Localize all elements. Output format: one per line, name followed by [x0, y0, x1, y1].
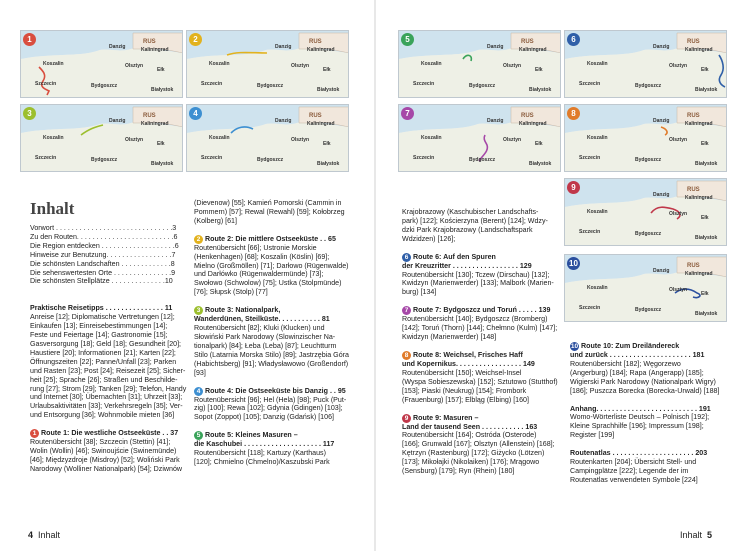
route-5-heading: [194, 431, 354, 440]
route-number-badge: 8: [402, 351, 411, 360]
map-label-bialystok: Białystok: [695, 311, 718, 317]
map-label-koszalin: Koszalin: [587, 135, 608, 141]
footer-label-right: Inhalt: [680, 530, 703, 540]
routenatlas-entry: Routenatlas verwendeten Symbole [224]: [570, 475, 698, 484]
footer-label-left: Inhalt: [38, 530, 61, 540]
route-7-heading: [402, 306, 564, 315]
route-number-badge: 9: [567, 181, 580, 194]
map-label-szczecin: Szczecin: [413, 155, 435, 161]
toc-intro-entry: Die schönsten Stellplätze . . . . . . . . . . . . . .10: [30, 277, 173, 286]
route-map-6: [564, 30, 727, 98]
route-number-badge: 10: [567, 257, 580, 270]
tips-entry: Anreise [12]; Diplomatische Vertretungen [12];: [30, 313, 175, 322]
route-1-entry: Pommern) [57]; Rewal (Rewahl) [59]; Kołobrzeg: [194, 207, 345, 216]
route-5-entry: Krajobrazowy (Kaschubischer Landschafts-: [402, 208, 539, 216]
map-label-elk: Ełk: [535, 67, 543, 73]
route-9-heading: [402, 414, 564, 423]
route-2-entry: und Darłówko (Rügenwaldermünde) [73];: [194, 270, 324, 279]
map-label-szczecin: Szczecin: [35, 155, 57, 161]
map-label-szczecin: Szczecin: [201, 155, 223, 161]
route-10-heading: [570, 342, 730, 351]
route-9-entry: (Sensburg) [179]; Ryn (Rhein) [180]: [402, 467, 515, 476]
route-6-heading: [402, 253, 564, 262]
route-2-entry: Swołowo (Schwolow) [75]; Ustka (Stolpmünde): [194, 279, 342, 288]
anhang-heading: Anhang. . . . . . . . . . . . . . . . . . . . . . . . . . 191: [570, 404, 711, 413]
map-label-rus: RUS: [143, 113, 156, 119]
route-2-entry: Mielno (Großmöllen) [71]; Darłowo (Rügenwalde): [194, 261, 349, 270]
map-label-rus: RUS: [521, 113, 534, 119]
route-10-entry: Routenübersicht [182]; Węgorzewo: [570, 359, 681, 368]
map-label-olsztyn: Olsztyn: [669, 211, 688, 217]
map-label-elk: Ełk: [157, 141, 165, 147]
map-label-bialystok: Białystok: [695, 161, 718, 167]
map-label-gdansk: Danzig: [653, 118, 670, 124]
route-5-entry: Wdzidzen) [126];: [402, 234, 456, 243]
route-1-entry: Wolin (Wollin) [46]; Swinoujście (Swinemünde): [30, 447, 177, 456]
map-label-olsztyn: Olsztyn: [503, 63, 522, 69]
map-label-olsztyn: Olsztyn: [291, 137, 310, 143]
map-label-gdansk: Danzig: [109, 118, 126, 124]
route-5-entry: Routenübersicht [118]; Kartuzy (Karthaus): [194, 449, 326, 458]
page-number-left: 4: [28, 530, 34, 540]
route-map-9: [564, 178, 727, 246]
anhang-entry: Womo-Wörterliste Deutsch – Polnisch [192];: [570, 413, 710, 422]
route-map-7: [398, 104, 561, 172]
anhang-entry: Kleine Sprachhilfe [196]; Impressum [198];: [570, 422, 704, 431]
map-label-rus: RUS: [687, 187, 700, 193]
route-number-badge: 6: [402, 253, 411, 262]
route-7-entry: Kwidzyn (Marienwerder) [148]: [402, 333, 497, 342]
map-label-bydgoszcz: Bydgoszcz: [91, 83, 118, 89]
map-label-rus: RUS: [687, 39, 700, 45]
toc-intro-entry: Die Region entdecken . . . . . . . . . . . . . . . . . . .6: [30, 241, 179, 250]
map-label-kaliningrad: Kaliningrad: [685, 195, 713, 201]
map-label-rus: RUS: [687, 263, 700, 269]
route-9-entry: [166]; Grunwald [167]; Olsztyn (Allenstein) [168];: [402, 440, 555, 449]
route-1-entry: [46]; Międzyzdroje (Misdroy) [52]; Woliński Park: [30, 455, 180, 464]
route-2-entry: [76]; Słupsk (Stolp) [77]: [194, 288, 268, 297]
tips-heading: Praktische Reisetipps . . . . . . . . . . . . . . . 11: [30, 304, 173, 313]
map-label-koszalin: Koszalin: [209, 61, 230, 67]
map-label-szczecin: Szczecin: [579, 81, 601, 87]
route-3-heading-cont: Wanderdünen, Steilküste. . . . . . . . . . . 81: [194, 315, 330, 324]
map-label-szczecin: Szczecin: [579, 155, 601, 161]
map-label-szczecin: Szczecin: [35, 81, 57, 87]
map-label-kaliningrad: Kaliningrad: [519, 47, 547, 53]
map-label-bialystok: Białystok: [529, 161, 552, 167]
map-label-koszalin: Koszalin: [421, 135, 442, 141]
route-4-entry: Routenübersicht [96]; Hel (Hela) [98]; Puck (Put-: [194, 395, 347, 404]
map-label-gdansk: Danzig: [653, 268, 670, 274]
route-number-badge: 4: [189, 107, 202, 120]
map-label-bydgoszcz: Bydgoszcz: [635, 157, 662, 163]
route-number-badge: 1: [23, 33, 36, 46]
route-5-entry: dzki Park Krajobrazowy (Landschaftspark: [402, 225, 533, 234]
map-label-rus: RUS: [309, 113, 322, 119]
map-label-bydgoszcz: Bydgoszcz: [635, 83, 662, 89]
map-label-szczecin: Szczecin: [579, 305, 601, 311]
tips-entry: heit [25]; Sprache [26]; Straßen und Beschilde-: [30, 375, 178, 384]
route-4-entry: zig) [100]; Rewa [102]; Gdynia (Gdingen) [103];: [194, 404, 343, 413]
map-label-bialystok: Białystok: [151, 161, 174, 167]
toc-title: Inhalt: [30, 199, 75, 218]
route-number-badge: 5: [401, 33, 414, 46]
route-heading-text: Route 1: Die westliche Ostseeküste . . 37: [41, 429, 179, 438]
map-label-bialystok: Białystok: [695, 235, 718, 241]
route-map-5: [398, 30, 561, 98]
map-label-kaliningrad: Kaliningrad: [307, 121, 335, 127]
route-number-badge: 2: [194, 235, 203, 244]
route-7-entry: Routenübersicht [140]; Bydgoszcz (Bromberg): [402, 315, 548, 324]
map-label-bydgoszcz: Bydgoszcz: [257, 157, 284, 163]
map-label-gdansk: Danzig: [487, 44, 504, 50]
map-label-bialystok: Białystok: [695, 87, 718, 93]
route-heading-text: Route 4: Die Ostseeküste bis Danzig . . 95: [205, 386, 346, 395]
route-number-badge: 7: [401, 107, 414, 120]
routenatlas-entry: Campingplätze [222]; Legende der im: [570, 466, 689, 475]
map-label-kaliningrad: Kaliningrad: [685, 47, 713, 53]
map-label-elk: Ełk: [323, 67, 331, 73]
tips-entry: rung [27]; Strom [29]; Tanken [29]; Telefon, Handy: [30, 384, 187, 393]
route-1-entry: Routenübersicht [38]; Szczecin (Stettin) [41];: [30, 438, 171, 447]
route-number-badge: 7: [402, 306, 411, 315]
route-3-entry: [93]: [194, 368, 206, 377]
map-label-szczecin: Szczecin: [413, 81, 435, 87]
toc-intro-entry: Vorwort . . . . . . . . . . . . . . . . . . . . . . . . . . . . . .3: [30, 224, 177, 232]
tips-entry: und Entsorgung [36]; Wohnmobile mieten [36]: [30, 411, 175, 420]
map-label-kaliningrad: Kaliningrad: [519, 121, 547, 127]
toc-column-2: [194, 199, 354, 467]
route-number-badge: 9: [402, 414, 411, 423]
route-3-entry: Słowiński Park Narodowy (Slowinzischer Na-: [194, 332, 336, 341]
map-label-gdansk: Danzig: [653, 192, 670, 198]
route-heading-text: Route 2: Die mittlere Ostseeküste . . 65: [205, 234, 336, 243]
map-label-bydgoszcz: Bydgoszcz: [635, 307, 662, 313]
map-label-gdansk: Danzig: [487, 118, 504, 124]
route-heading-text: Route 3: Nationalpark,: [205, 306, 281, 315]
footer-left: [28, 530, 60, 540]
tips-entry: Einkaufen [13]; Einreisebestimmungen [14];: [30, 322, 168, 331]
route-map-10: [564, 254, 727, 322]
map-label-elk: Ełk: [701, 291, 709, 297]
route-number-badge: 2: [189, 33, 202, 46]
toc-column-4: [570, 342, 730, 485]
map-label-elk: Ełk: [701, 215, 709, 221]
tips-entry: Haustiere [20]; Informationen [21]; Karten [22];: [30, 348, 176, 357]
map-label-olsztyn: Olsztyn: [503, 137, 522, 143]
footer-right: [680, 530, 712, 540]
map-label-elk: Ełk: [157, 67, 165, 73]
tips-entry: Urlaubsaktivitäten [33]; Verkehrsregeln [35]; Ver-: [30, 402, 183, 411]
map-label-bialystok: Białystok: [151, 87, 174, 93]
route-9-entry: [173]; Mikołajki (Nikolaiken) [176]; Mrągowo: [402, 458, 540, 467]
route-6-entry: burg) [134]: [402, 288, 437, 297]
map-label-bialystok: Białystok: [529, 87, 552, 93]
route-10-heading-cont: und zurück . . . . . . . . . . . . . . . . . . . . . 181: [570, 351, 705, 359]
route-number-badge: 4: [194, 387, 203, 396]
route-8-entry: (Wyspa Sobieszewska) [152]; Sztutowo (Stutthof): [402, 377, 558, 386]
map-label-olsztyn: Olsztyn: [291, 63, 310, 69]
toc-column-3: [402, 199, 564, 476]
route-number-badge: 8: [567, 107, 580, 120]
route-number-badge: 3: [194, 306, 203, 315]
route-heading-text: Route 9: Masuren –: [413, 413, 479, 422]
map-label-rus: RUS: [143, 39, 156, 45]
page-number-right: 5: [707, 530, 713, 540]
route-map-4: [186, 104, 349, 172]
anhang-entry: Register [199]: [570, 431, 615, 440]
map-label-elk: Ełk: [701, 141, 709, 147]
map-label-kaliningrad: Kaliningrad: [685, 271, 713, 277]
route-2-heading: [194, 235, 354, 244]
route-5-entry: park) [122]; Kościerzyna (Berent) [124]; Wdzy-: [402, 216, 548, 225]
map-label-bialystok: Białystok: [317, 87, 340, 93]
route-6-entry: Kwidzyn (Marienwerder) [133]; Malbork (Marien-: [402, 279, 554, 288]
route-map-2: [186, 30, 349, 98]
map-label-olsztyn: Olsztyn: [125, 137, 144, 143]
route-heading-text: Route 8: Weichsel, Frisches Haff: [413, 350, 523, 359]
route-1-entry: Narodowy (Wolliner Nationalpark) [54]; Dziwnów: [30, 464, 183, 473]
map-label-olsztyn: Olsztyn: [669, 137, 688, 143]
route-map-8: [564, 104, 727, 172]
map-label-koszalin: Koszalin: [421, 61, 442, 67]
route-3-entry: (Habichtsberg) [91]; Władysławowo (Großendorf): [194, 359, 349, 368]
map-label-szczecin: Szczecin: [579, 229, 601, 235]
routenatlas-entry: Routenkarten [204]; Übersicht Stell- und: [570, 458, 697, 467]
map-label-rus: RUS: [521, 39, 534, 45]
route-10-entry: (Angerburg) [184]; Rapa (Angerapp) [185];: [570, 368, 704, 377]
route-number-badge: 10: [570, 343, 579, 350]
tips-entry: und Internet [30]; Übernachten [31]; Uhrzeit [33];: [30, 393, 183, 402]
map-label-kaliningrad: Kaliningrad: [141, 121, 169, 127]
route-8-entry: Routenübersicht [150]; Weichsel-Insel: [402, 368, 522, 377]
route-4-heading: [194, 387, 354, 396]
route-5-entry: [120]; Chmielno (Chmelno)/Kaszubski Park: [194, 458, 330, 467]
routenatlas-heading: Routenatlas . . . . . . . . . . . . . . . . . . . . . 203: [570, 449, 708, 458]
tips-entry: und Rasten [23]; Post [24]; Reisezeit [25]; Sicher-: [30, 366, 186, 375]
route-heading-text: Route 5: Kleines Masuren –: [205, 431, 298, 440]
map-label-rus: RUS: [687, 113, 700, 119]
route-3-entry: tionalpark) [84]; Łeba (Leba) [87]; Leuchtturm: [194, 341, 337, 350]
map-label-bydgoszcz: Bydgoszcz: [469, 83, 496, 89]
toc-intro-entry: Die schönsten Landschaften . . . . . . . . . . . . .8: [30, 259, 175, 268]
map-label-gdansk: Danzig: [653, 44, 670, 50]
map-label-kaliningrad: Kaliningrad: [307, 47, 335, 53]
toc-column-1: [30, 224, 187, 474]
route-10-entry: Wigierski Park Narodowy (Nationalpark Wigry): [570, 377, 716, 386]
tips-entry: Öffnungszeiten [22]; Panne/Unfall [23]; Parken: [30, 357, 177, 366]
route-map-1: [20, 30, 183, 98]
toc-intro-entry: Die sehenswertesten Orte . . . . . . . . . . . . . . .9: [30, 268, 176, 277]
map-label-koszalin: Koszalin: [587, 209, 608, 215]
tips-entry: Feste und Feiertage [14]; Gastronomie [15];: [30, 331, 168, 340]
route-2-entry: (Henkenhagen) [68]; Koszalin (Köslin) [69];: [194, 252, 330, 261]
route-map-3: [20, 104, 183, 172]
route-10-entry: [186]; Puszcza Borecka (Borecka-Urwald) [188]: [570, 386, 720, 395]
map-label-gdansk: Danzig: [109, 44, 126, 50]
toc-intro-entry: Zu den Routen. . . . . . . . . . . . . . . . . . . . . . . . .6: [30, 232, 178, 241]
map-label-bydgoszcz: Bydgoszcz: [257, 83, 284, 89]
route-1-entry: (Dievenow) [55]; Kamień Pomorski (Cammin in: [194, 199, 342, 207]
route-number-badge: 5: [194, 431, 203, 440]
route-heading-text: Route 7: Bydgoszcz und Toruń . . . . . 139: [413, 306, 551, 315]
route-3-heading: [194, 306, 354, 315]
map-label-gdansk: Danzig: [275, 44, 292, 50]
route-8-entry: (Frauenburg) [157]; Elbląg (Elbing) [160]: [402, 395, 529, 404]
map-label-kaliningrad: Kaliningrad: [141, 47, 169, 53]
map-label-elk: Ełk: [535, 141, 543, 147]
route-6-entry: Routenübersicht [130]; Tczew (Dirschau) [132];: [402, 270, 550, 279]
map-label-koszalin: Koszalin: [43, 61, 64, 67]
map-label-koszalin: Koszalin: [209, 135, 230, 141]
route-8-heading: [402, 351, 564, 360]
route-6-heading-cont: der Kreuzritter . . . . . . . . . . . . . . . . . 129: [402, 261, 532, 270]
map-label-olsztyn: Olsztyn: [669, 287, 688, 293]
map-label-gdansk: Danzig: [275, 118, 292, 124]
map-label-kaliningrad: Kaliningrad: [685, 121, 713, 127]
map-label-bialystok: Białystok: [317, 161, 340, 167]
route-number-badge: 3: [23, 107, 36, 120]
route-4-entry: Sopot (Zoppot) [105]; Danzig (Gdańsk) [106]: [194, 413, 334, 422]
map-label-bydgoszcz: Bydgoszcz: [635, 231, 662, 237]
route-1-entry: (Kolberg) [61]: [194, 216, 237, 225]
route-1-heading: [30, 429, 180, 438]
route-9-entry: Routenübersicht [164]; Ostróda (Osterode): [402, 431, 537, 440]
route-heading-text: Route 10: Zum Dreiländereck: [581, 342, 680, 350]
route-3-entry: Stilo (Latarnia Morska Stilo) [89]; Jastrzębia Góra: [194, 350, 349, 359]
route-8-entry: [153]; Piaski (Neukrug) [154]; Frombork: [402, 386, 527, 395]
book-spine: [374, 0, 376, 551]
route-9-entry: Kętrzyn (Rastenburg) [172]; Giżycko (Lötzen): [402, 449, 545, 458]
map-label-elk: Ełk: [323, 141, 331, 147]
route-9-heading-cont: Land der tausend Seen . . . . . . . . . . . 163: [402, 422, 538, 431]
map-label-rus: RUS: [309, 39, 322, 45]
route-heading-text: Route 6: Auf den Spuren: [413, 252, 496, 261]
map-label-olsztyn: Olsztyn: [669, 63, 688, 69]
map-label-koszalin: Koszalin: [587, 285, 608, 291]
route-number-badge: 1: [30, 429, 39, 438]
route-8-heading-cont: und Kopernikus. . . . . . . . . . . . . . . . . 149: [402, 359, 535, 368]
map-label-bydgoszcz: Bydgoszcz: [469, 157, 496, 163]
map-label-bydgoszcz: Bydgoszcz: [91, 157, 118, 163]
map-label-koszalin: Koszalin: [587, 61, 608, 67]
map-label-olsztyn: Olsztyn: [125, 63, 144, 69]
map-label-szczecin: Szczecin: [201, 81, 223, 87]
map-label-koszalin: Koszalin: [43, 135, 64, 141]
route-number-badge: 6: [567, 33, 580, 46]
route-5-heading-cont: die Kaschubei . . . . . . . . . . . . . . . . . . . . 117: [194, 440, 335, 449]
route-3-entry: Routenübersicht [82]; Kluki (Klucken) und: [194, 324, 325, 333]
tips-entry: Gasversorgung [18]; Geld [18]; Gesundheit [20];: [30, 339, 182, 348]
route-2-entry: Routenübersicht [66]; Ustronie Morskie: [194, 243, 317, 252]
map-label-elk: Ełk: [701, 67, 709, 73]
toc-intro-entry: Hinweise zur Benutzung. . . . . . . . . . . . . . . . .7: [30, 250, 176, 259]
route-7-entry: [142]; Toruń (Thorn) [144]; Chełmno (Kulm) [147];: [402, 324, 558, 333]
